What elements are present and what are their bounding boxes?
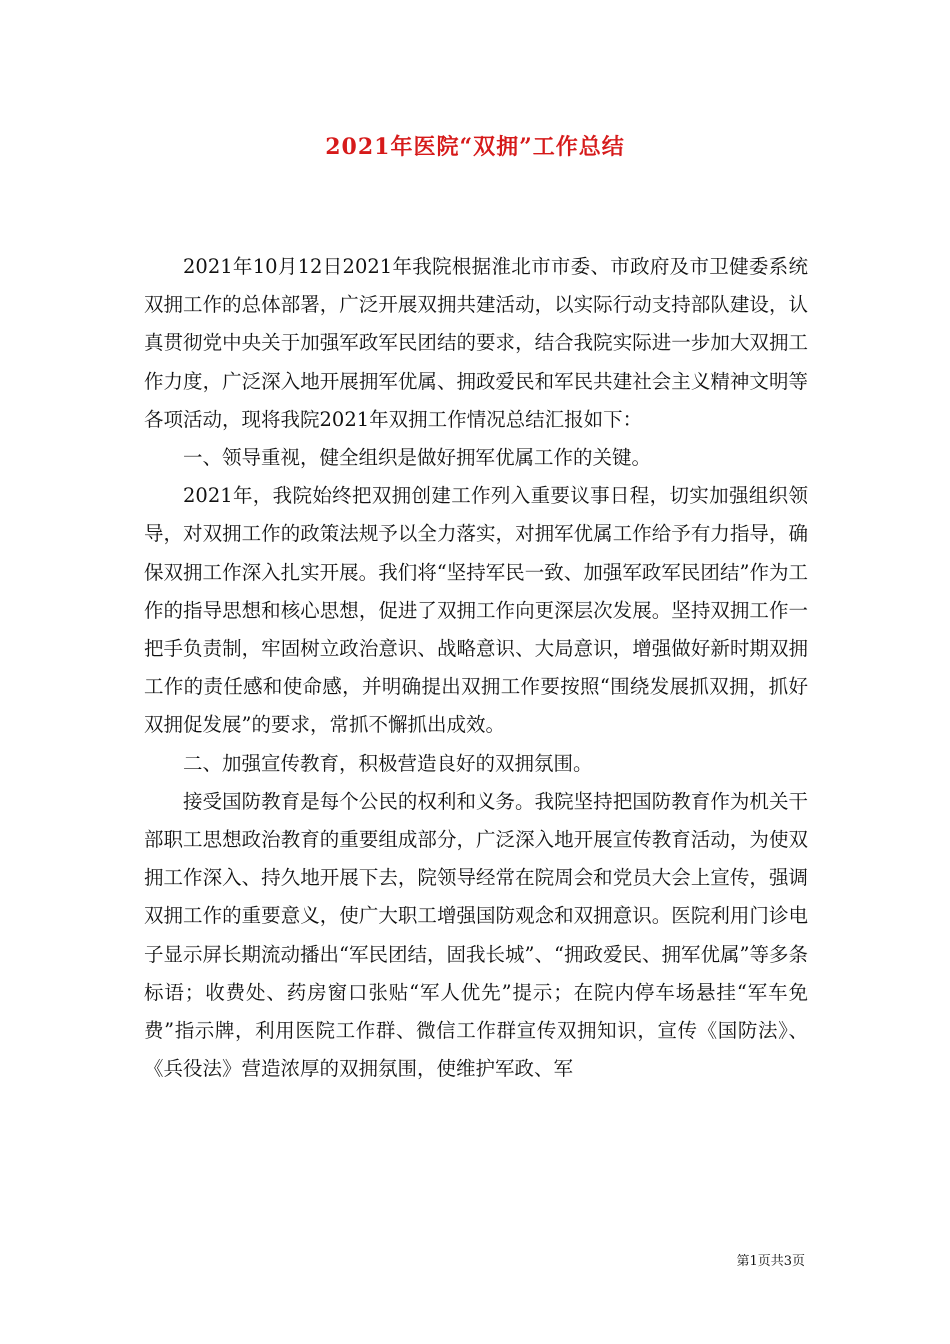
paragraph-heading-2: 二、加强宣传教育，积极营造良好的双拥氛围。 [183,751,593,775]
paragraph-intro: 2021年10月12日2021年我院根据淮北市市委、市政府及市卫健委系统双拥工作的总体部署，广泛开展双拥共建活动，以实际行动支持部队建设，认真贯彻党中央关于加强军政军民团结的要求，结合我院实际进一步加大双拥工作力度，广泛深入地开展拥军优属、拥政爱民和军民共建社会主义精神文明等各项活动，现将我院2021年双拥工作情况总结汇报如下： [144,255,808,431]
document-title: 2021年医院“双拥”工作总结 [325,134,625,160]
paragraph-section-2: 接受国防教育是每个公民的权利和义务。我院坚持把国防教育作为机关干部职工思想政治教育的重要组成部分，广泛深入地开展宣传教育活动，为使双拥工作深入、持久地开展下去，院领导经常在院周会和党员大会上宣传，强调双拥工作的重要意义，使广大职工增强国防观念和双拥意识。医院利用门诊电子显示屏长期流动播出“军民团结，固我长城”、“拥政爱民、拥军优属”等多条标语；收费处、药房窗口张贴“军人优先”提示；在院内停车场悬挂“军车免费”指示牌，利用医院工作群、微信工作群宣传双拥知识，宣传《国防法》、《兵役法》营造浓厚的双拥氛围，使维护军政、军 [144,789,808,1081]
page-number: 第1页共3页 [736,1254,805,1269]
paragraph-heading-1: 一、领导重视，健全组织是做好拥军优属工作的关键。 [183,446,652,470]
document-body [144,248,808,1088]
paragraph-section-1: 2021年，我院始终把双拥创建工作列入重要议事日程，切实加强组织领导，对双拥工作的政策法规予以全力落实，对拥军优属工作给予有力指导，确保双拥工作深入扎实开展。我们将“坚持军民一致、加强军政军民团结”作为工作的指导思想和核心思想，促进了双拥工作向更深层次发展。坚持双拥工作一把手负责制，牢固树立政治意识、战略意识、大局意识，增强做好新时期双拥工作的责任感和使命感，并明确提出双拥工作要按照“围绕发展抓双拥，抓好双拥促发展”的要求，常抓不懈抓出成效。 [144,484,808,737]
